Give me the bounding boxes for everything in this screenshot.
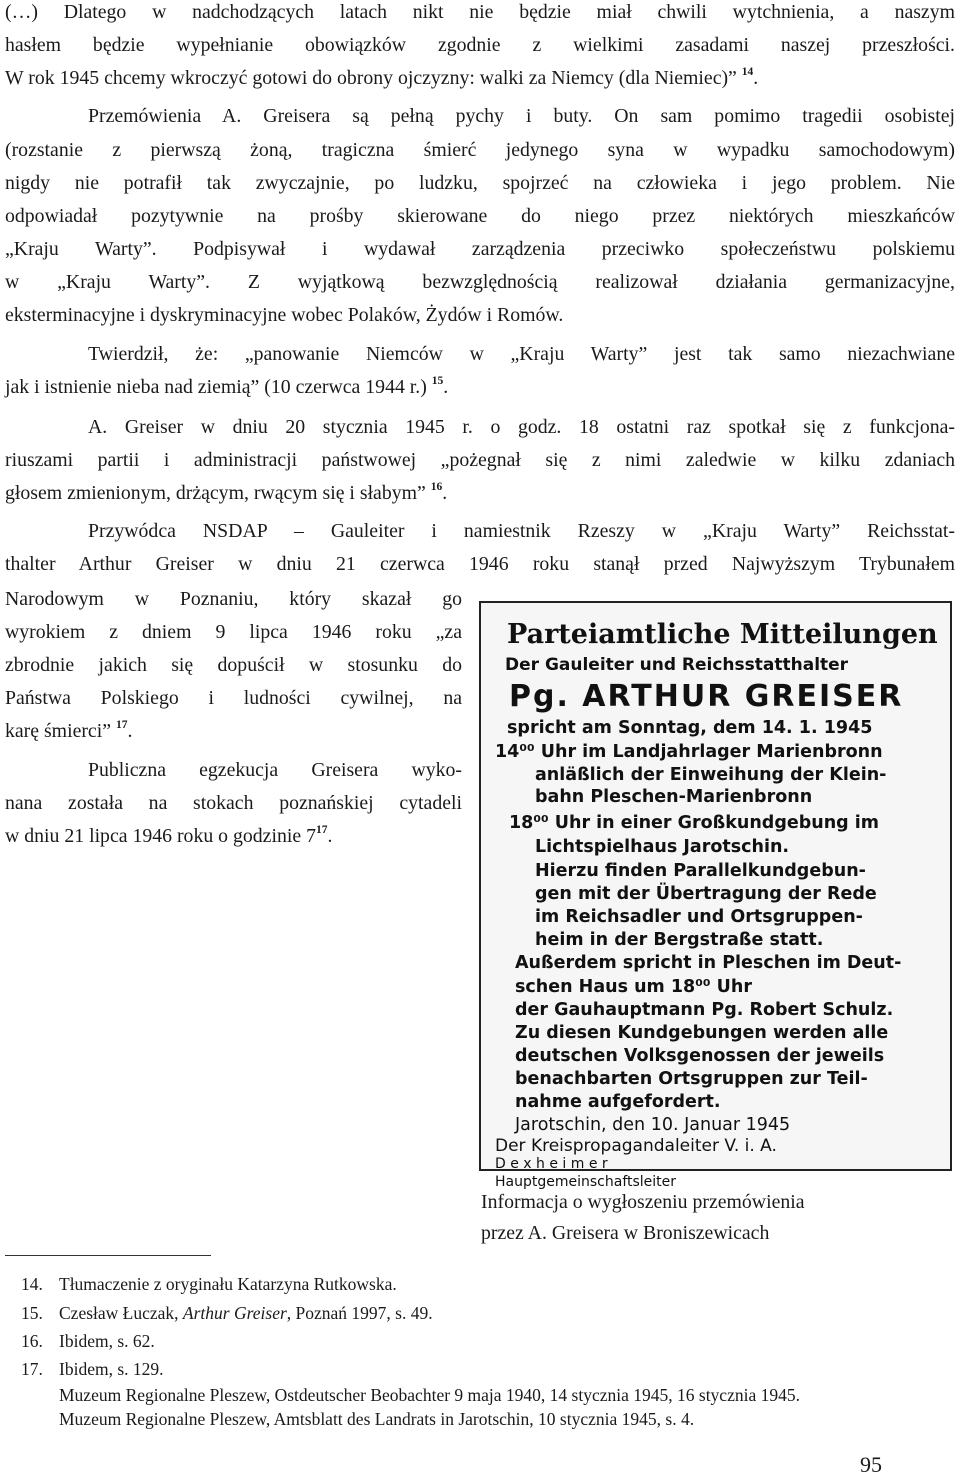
paragraph-line: Publiczna egzekucja Greisera wyko- [88,759,462,781]
clipping-line: deutschen Volksgenossen der jeweils [515,1046,885,1066]
paragraph-line: A. Greiser w dniu 20 stycznia 1945 r. o godz. 18 ostatni raz spotkał się z funkcjona- [88,416,955,438]
paragraph-line: nana została na stokach poznańskiej cytadeli [5,792,462,814]
paragraph-line: Przemówienia A. Greisera są pełną pychy i buty. On sam pomimo tragedii osobistej [88,105,955,127]
footnote-number: 15. [21,1303,43,1323]
clipping-line: Hauptgemeinschaftsleiter [495,1174,677,1190]
clipping-line: 14⁰⁰ Uhr im Landjahrlager Marienbronn [495,742,883,762]
clipping-line: schen Haus um 18⁰⁰ Uhr [515,977,752,997]
clipping-line: Zu diesen Kundgebungen werden alle [515,1023,889,1043]
paragraph-line: nigdy nie potrafił tak zwyczajnie, po ludzku, spojrzeć na człowieka i jego problem. Nie [5,172,955,194]
paragraph-line: głosem zmienionym, drżącym, rwącym się i słabym” $^{16}$. [5,481,448,504]
paragraph-line: w dniu 21 lipca 1946 roku o godzinie $7^{17}$. [5,824,333,847]
clipping-line: bahn Pleschen-Marienbronn [535,787,813,807]
paragraph-line: riuszami partii i administracji państwowej „pożegnał się z nimi zaledwie w kilku zdaniach [5,449,955,471]
clipping-line: gen mit der Übertragung der Rede [535,884,877,904]
paragraph-line: w „Kraju Warty”. Z wyjątkową bezwzględnością realizował działania germanizacyjne, [5,271,955,293]
page-number: 95 [860,1452,882,1477]
footnote-text: Ibidem, s. 129. [59,1359,164,1379]
paragraph-line: zbrodnie jakich się dopuścił w stosunku do [5,654,462,676]
clipping-signature: D e x h e i m e r [495,1156,608,1172]
paragraph-line: odpowiadał pozytywnie na prośby skierowane do niego przez niektórych mieszkańców [5,205,955,227]
figure-caption: Informacja o wygłoszeniu przemówienia [481,1191,805,1213]
footnote-source: Muzeum Regionalne Pleszew, Amtsblatt des Landrats in Jarotschin, 10 stycznia 1945, s. 4. [59,1409,695,1429]
paragraph-line: Twierdził, że: „panowanie Niemców w „Kraju Warty” jest tak samo niezachwiane [88,343,955,365]
paragraph-line: jak i istnienie nieba nad ziemią” (10 czerwca 1944 r.) $^{15}$. [5,375,449,398]
clipping-name: Pg. ARTHUR GREISER [509,679,904,714]
clipping-line: Der Kreispropagandaleiter V. i. A. [495,1136,777,1156]
clipping-line: Jarotschin, den 10. Januar 1945 [515,1115,791,1135]
paragraph-line: karę śmierci” $^{17}$. [5,719,133,742]
clipping-line: Hierzu finden Parallelkundgebun- [535,861,866,881]
footnote-ref: 17 [115,719,128,732]
paragraph-line: (…) Dlatego w nadchodzących latach nikt nie będzie miał chwili wytchnienia, a naszym [5,1,955,23]
paragraph-line: wyrokiem z dniem 9 lipca 1946 roku „za [5,621,462,643]
footnote-source: Muzeum Regionalne Pleszew, Ostdeutscher Beobachter 9 maja 1940, 14 stycznia 1945, 16 stycznia 1945. [59,1385,800,1405]
footnote-ref: 17 [315,824,328,837]
clipping-heading: Parteiamtliche Mitteilungen [507,619,938,650]
clipping-line: benachbarten Ortsgruppen zur Teil- [515,1069,868,1089]
newspaper-clipping [479,601,952,1190]
clipping-line: der Gauhauptmann Pg. Robert Schulz. [515,1000,894,1020]
paragraph-line: thalter Arthur Greiser w dniu 21 czerwca 1946 roku stanął przed Najwyższym Trybunałem [5,553,955,575]
clipping-line: spricht am Sonntag, dem 14. 1. 1945 [507,718,873,738]
paragraph-line: Przywódca NSDAP – Gauleiter i namiestnik Rzeszy w „Kraju Warty” Reichsstat- [88,520,955,542]
footnote-number: 16. [21,1331,43,1351]
footnote-divider [5,1255,211,1256]
paragraph-line: (rozstanie z pierwszą żoną, tragiczna śmierć jedynego syna w wypadku samochodowym) [5,139,955,161]
footnote-text: Ibidem, s. 62. [59,1331,155,1351]
paragraph-line: hasłem będzie wypełnianie obowiązków zgodnie z wielkimi zasadami naszej przeszłości. [5,34,955,56]
paragraph-line: „Kraju Warty”. Podpisywał i wydawał zarządzenia przeciwko społeczeństwu polskiemu [5,238,955,260]
clipping-line: heim in der Bergstraße statt. [535,930,824,950]
footnote-number: 14. [21,1274,43,1294]
footnote-text: Czesław Łuczak, Arthur Greiser, Poznań 1997, s. 49. [59,1303,433,1323]
paragraph-line: Państwa Polskiego i ludności cywilnej, na [5,687,462,709]
clipping-line: nahme aufgefordert. [515,1092,721,1112]
clipping-line: 18⁰⁰ Uhr in einer Großkundgebung im [509,813,880,833]
footnote-ref: 14 [741,66,754,79]
clipping-line: Lichtspielhaus Jarotschin. [535,837,790,857]
footnote-ref: 16 [430,481,443,494]
paragraph-line: Narodowym w Poznaniu, który skazał go [5,588,462,610]
footnote-ref: 15 [431,375,444,388]
paragraph-line: W rok 1945 chcemy wkroczyć gotowi do obrony ojczyzny: walki za Niemcy (dla Niemiec)” $^{14}$. [5,66,759,89]
clipping-line: anläßlich der Einweihung der Klein- [535,765,887,785]
clipping-line: Der Gauleiter und Reichsstatthalter [505,655,849,675]
paragraph-line: eksterminacyjne i dyskryminacyjne wobec Polaków, Żydów i Romów. [5,304,564,326]
footnote-text: Tłumaczenie z oryginału Katarzyna Rutkowska. [59,1274,397,1294]
clipping-line: im Reichsadler und Ortsgruppen- [535,907,863,927]
footnote-number: 17. [21,1359,43,1379]
clipping-line: Außerdem spricht in Pleschen im Deut- [515,953,902,973]
figure-caption: przez A. Greisera w Broniszewicach [481,1222,770,1244]
